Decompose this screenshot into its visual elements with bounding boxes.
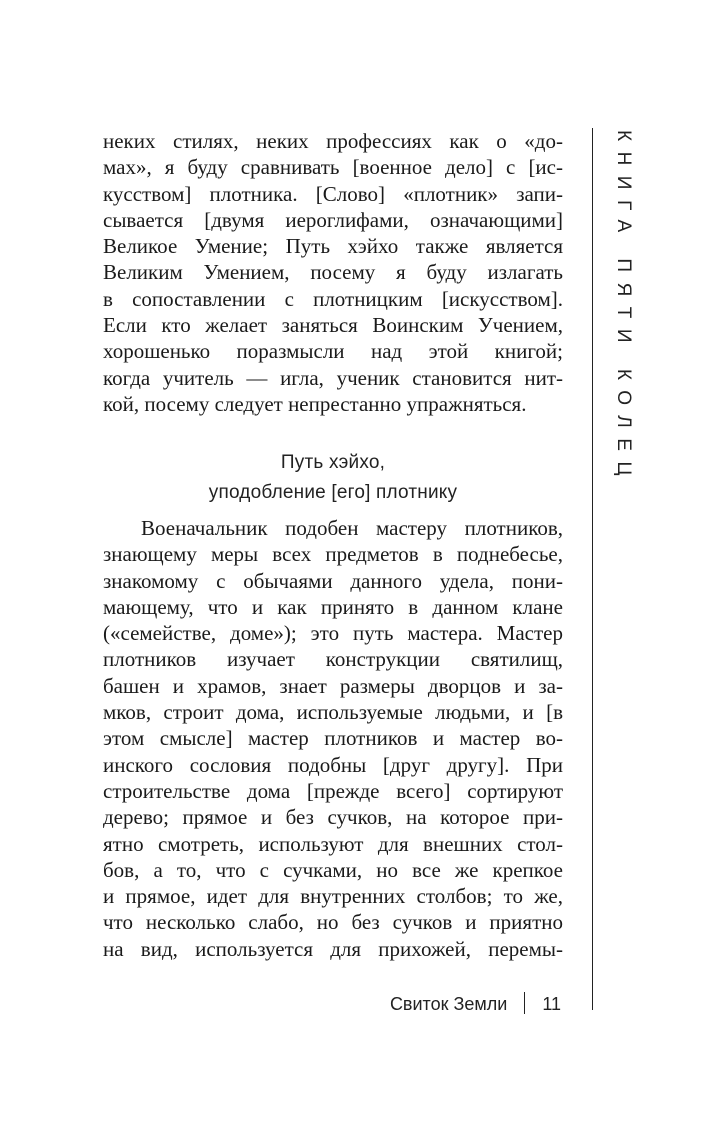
text-line: Если кто желает заняться Воинским Учением, [103, 313, 563, 338]
page-number: 11 [542, 994, 561, 1014]
text-line: башен и храмов, знает размеры дворцов и за- [103, 673, 563, 698]
text-line: в сопоставлении с плотницким [искусством]. [103, 286, 563, 311]
text-line: Военачальник подобен мастеру плотников, [141, 516, 563, 540]
page-footer [390, 992, 561, 1015]
paragraph-2 [103, 515, 563, 962]
text-line: кой, посему следует непрестанно упражняться. [103, 391, 527, 416]
section-heading [103, 448, 563, 508]
text-line: дерево; прямое и без сучков, на которое при- [103, 805, 563, 830]
scroll-name: Свиток Земли [389, 994, 508, 1014]
text-line: неких стилях, неких профессиях как о «до- [103, 129, 563, 153]
paragraph-1 [103, 128, 563, 417]
text-line: бов, а то, что с сучками, но все же крепкое [103, 857, 563, 882]
text-line: ятно смотреть, используют для внешних стол- [103, 831, 563, 856]
text-line: («семействе, доме»); это путь мастера. Мастер [103, 621, 563, 646]
running-book-title: КНИГА ПЯТИ КОЛЕЦ [613, 130, 634, 486]
text-line: что несколько слабо, но без сучков и приятно [103, 910, 563, 935]
text-line: знающему меры всех предметов в поднебесье, [103, 542, 563, 567]
text-line: знакомому с обычаями данного удела, пони- [103, 568, 563, 593]
text-line: мах», я буду сравнивать [военное дело] с [ис- [103, 155, 563, 180]
text-line: плотников изучает конструкции святилищ, [103, 647, 563, 672]
footer-divider [524, 992, 525, 1014]
text-line: когда учитель — игла, ученик становится нит- [103, 365, 563, 390]
text-line: на вид, используется для прихожей, перемы- [103, 936, 563, 961]
text-line: строительстве дома [прежде всего] сортируют [103, 778, 563, 803]
text-line: и прямое, идет для внутренних столбов; то же, [103, 884, 563, 909]
text-line: хорошенько поразмысли над этой книгой; [103, 339, 563, 364]
side-rule [592, 128, 593, 1010]
text-line: сывается [двумя иероглифами, означающими] [103, 207, 563, 232]
text-line: инского сословия подобны [друг другу]. При [103, 752, 563, 777]
heading-line-1: Путь хэйхо, [280, 452, 386, 473]
text-line: Великое Умение; Путь хэйхо также является [103, 234, 563, 259]
text-line: мков, строит дома, используемые людьми, и [в [103, 700, 563, 725]
text-line: этом смысле] мастер плотников и мастер во- [103, 726, 563, 751]
heading-line-2: уподобление [его] плотнику [208, 482, 458, 503]
text-line: мающему, что и как принято в данном клане [103, 594, 563, 619]
text-line: Великим Умением, посему я буду излагать [103, 260, 563, 285]
text-line: кусством] плотника. [Слово] «плотник» запи- [103, 181, 563, 206]
